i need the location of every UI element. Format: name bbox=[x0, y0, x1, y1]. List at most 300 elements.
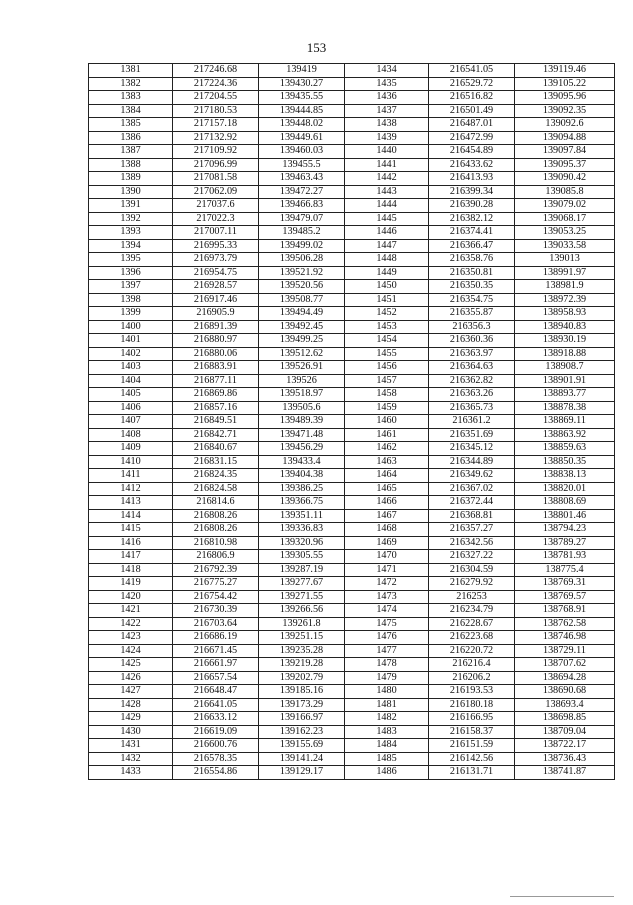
right-point-number-cell: 1475 bbox=[345, 617, 429, 631]
right-y-coordinate-cell: 138781.93 bbox=[515, 550, 615, 564]
left-x-coordinate-cell: 216928.57 bbox=[173, 280, 259, 294]
left-x-coordinate-cell: 216619.09 bbox=[173, 725, 259, 739]
coordinates-table bbox=[88, 63, 615, 780]
left-x-coordinate-cell: 217037.6 bbox=[173, 199, 259, 213]
right-x-coordinate-cell: 216351.69 bbox=[429, 428, 515, 442]
table-row bbox=[89, 644, 615, 658]
left-x-coordinate-cell: 216808.26 bbox=[173, 509, 259, 523]
right-point-number-cell: 1453 bbox=[345, 320, 429, 334]
right-y-coordinate-cell: 138746.98 bbox=[515, 631, 615, 645]
left-y-coordinate-cell: 139202.79 bbox=[259, 671, 345, 685]
left-y-coordinate-cell: 139508.77 bbox=[259, 293, 345, 307]
table-row bbox=[89, 388, 615, 402]
right-point-number-cell: 1479 bbox=[345, 671, 429, 685]
right-x-coordinate-cell: 216413.93 bbox=[429, 172, 515, 186]
left-y-coordinate-cell: 139235.28 bbox=[259, 644, 345, 658]
table-row bbox=[89, 239, 615, 253]
right-point-number-cell: 1474 bbox=[345, 604, 429, 618]
right-y-coordinate-cell: 138801.46 bbox=[515, 509, 615, 523]
table-row bbox=[89, 577, 615, 591]
left-point-number-cell: 1417 bbox=[89, 550, 173, 564]
right-point-number-cell: 1438 bbox=[345, 118, 429, 132]
left-x-coordinate-cell: 216842.71 bbox=[173, 428, 259, 442]
right-point-number-cell: 1459 bbox=[345, 401, 429, 415]
right-x-coordinate-cell: 216374.41 bbox=[429, 226, 515, 240]
table-row bbox=[89, 523, 615, 537]
right-y-coordinate-cell: 138762.58 bbox=[515, 617, 615, 631]
right-y-coordinate-cell: 138901.91 bbox=[515, 374, 615, 388]
left-x-coordinate-cell: 216973.79 bbox=[173, 253, 259, 267]
table-row bbox=[89, 496, 615, 510]
left-point-number-cell: 1383 bbox=[89, 91, 173, 105]
right-y-coordinate-cell: 138775.4 bbox=[515, 563, 615, 577]
left-point-number-cell: 1419 bbox=[89, 577, 173, 591]
right-point-number-cell: 1437 bbox=[345, 104, 429, 118]
left-y-coordinate-cell: 139521.92 bbox=[259, 266, 345, 280]
table-row bbox=[89, 739, 615, 753]
right-y-coordinate-cell: 138794.23 bbox=[515, 523, 615, 537]
left-point-number-cell: 1408 bbox=[89, 428, 173, 442]
left-y-coordinate-cell: 139271.55 bbox=[259, 590, 345, 604]
right-point-number-cell: 1441 bbox=[345, 158, 429, 172]
table-row bbox=[89, 199, 615, 213]
left-x-coordinate-cell: 216792.39 bbox=[173, 563, 259, 577]
table-row bbox=[89, 307, 615, 321]
left-point-number-cell: 1385 bbox=[89, 118, 173, 132]
right-y-coordinate-cell: 138859.63 bbox=[515, 442, 615, 456]
right-y-coordinate-cell: 138940.83 bbox=[515, 320, 615, 334]
right-y-coordinate-cell: 138709.04 bbox=[515, 725, 615, 739]
right-point-number-cell: 1472 bbox=[345, 577, 429, 591]
right-point-number-cell: 1485 bbox=[345, 752, 429, 766]
table-row bbox=[89, 118, 615, 132]
left-point-number-cell: 1410 bbox=[89, 455, 173, 469]
left-point-number-cell: 1392 bbox=[89, 212, 173, 226]
right-x-coordinate-cell: 216356.3 bbox=[429, 320, 515, 334]
right-y-coordinate-cell: 138741.87 bbox=[515, 766, 615, 780]
right-x-coordinate-cell: 216220.72 bbox=[429, 644, 515, 658]
right-point-number-cell: 1454 bbox=[345, 334, 429, 348]
table-row bbox=[89, 550, 615, 564]
right-x-coordinate-cell: 216358.76 bbox=[429, 253, 515, 267]
left-y-coordinate-cell: 139499.02 bbox=[259, 239, 345, 253]
left-point-number-cell: 1394 bbox=[89, 239, 173, 253]
table-row bbox=[89, 280, 615, 294]
table-row bbox=[89, 293, 615, 307]
right-y-coordinate-cell: 138958.93 bbox=[515, 307, 615, 321]
right-x-coordinate-cell: 216350.35 bbox=[429, 280, 515, 294]
left-y-coordinate-cell: 139351.11 bbox=[259, 509, 345, 523]
table-row bbox=[89, 158, 615, 172]
table-row bbox=[89, 604, 615, 618]
right-point-number-cell: 1440 bbox=[345, 145, 429, 159]
right-y-coordinate-cell: 139092.35 bbox=[515, 104, 615, 118]
left-y-coordinate-cell: 139320.96 bbox=[259, 536, 345, 550]
right-y-coordinate-cell: 139068.17 bbox=[515, 212, 615, 226]
left-y-coordinate-cell: 139166.97 bbox=[259, 712, 345, 726]
left-y-coordinate-cell: 139466.83 bbox=[259, 199, 345, 213]
right-point-number-cell: 1448 bbox=[345, 253, 429, 267]
right-x-coordinate-cell: 216487.01 bbox=[429, 118, 515, 132]
left-x-coordinate-cell: 217204.55 bbox=[173, 91, 259, 105]
table-row bbox=[89, 685, 615, 699]
right-point-number-cell: 1469 bbox=[345, 536, 429, 550]
left-point-number-cell: 1424 bbox=[89, 644, 173, 658]
left-x-coordinate-cell: 217246.68 bbox=[173, 64, 259, 78]
left-y-coordinate-cell: 139520.56 bbox=[259, 280, 345, 294]
right-x-coordinate-cell: 216327.22 bbox=[429, 550, 515, 564]
right-point-number-cell: 1464 bbox=[345, 469, 429, 483]
left-point-number-cell: 1415 bbox=[89, 523, 173, 537]
right-x-coordinate-cell: 216529.72 bbox=[429, 77, 515, 91]
left-y-coordinate-cell: 139386.25 bbox=[259, 482, 345, 496]
right-y-coordinate-cell: 138930.19 bbox=[515, 334, 615, 348]
right-y-coordinate-cell: 138693.4 bbox=[515, 698, 615, 712]
page-number: 153 bbox=[306, 40, 327, 55]
table-row bbox=[89, 91, 615, 105]
left-x-coordinate-cell: 216754.42 bbox=[173, 590, 259, 604]
left-x-coordinate-cell: 216880.97 bbox=[173, 334, 259, 348]
right-y-coordinate-cell: 139105.22 bbox=[515, 77, 615, 91]
right-x-coordinate-cell: 216206.2 bbox=[429, 671, 515, 685]
right-x-coordinate-cell: 216216.4 bbox=[429, 658, 515, 672]
right-x-coordinate-cell: 216364.63 bbox=[429, 361, 515, 375]
left-y-coordinate-cell: 139305.55 bbox=[259, 550, 345, 564]
right-x-coordinate-cell: 216180.18 bbox=[429, 698, 515, 712]
left-x-coordinate-cell: 216883.91 bbox=[173, 361, 259, 375]
left-x-coordinate-cell: 216554.86 bbox=[173, 766, 259, 780]
left-x-coordinate-cell: 216808.26 bbox=[173, 523, 259, 537]
table-row bbox=[89, 617, 615, 631]
right-x-coordinate-cell: 216390.28 bbox=[429, 199, 515, 213]
right-x-coordinate-cell: 216355.87 bbox=[429, 307, 515, 321]
left-point-number-cell: 1381 bbox=[89, 64, 173, 78]
left-point-number-cell: 1409 bbox=[89, 442, 173, 456]
table-row bbox=[89, 658, 615, 672]
right-point-number-cell: 1456 bbox=[345, 361, 429, 375]
right-x-coordinate-cell: 216193.53 bbox=[429, 685, 515, 699]
left-x-coordinate-cell: 216869.86 bbox=[173, 388, 259, 402]
left-point-number-cell: 1420 bbox=[89, 590, 173, 604]
table-row bbox=[89, 253, 615, 267]
right-x-coordinate-cell: 216131.71 bbox=[429, 766, 515, 780]
table-row bbox=[89, 334, 615, 348]
left-y-coordinate-cell: 139430.27 bbox=[259, 77, 345, 91]
left-x-coordinate-cell: 216905.9 bbox=[173, 307, 259, 321]
right-point-number-cell: 1455 bbox=[345, 347, 429, 361]
left-y-coordinate-cell: 139492.45 bbox=[259, 320, 345, 334]
table-row bbox=[89, 482, 615, 496]
left-x-coordinate-cell: 216633.12 bbox=[173, 712, 259, 726]
left-point-number-cell: 1401 bbox=[89, 334, 173, 348]
table-row bbox=[89, 185, 615, 199]
right-point-number-cell: 1476 bbox=[345, 631, 429, 645]
left-x-coordinate-cell: 216814.6 bbox=[173, 496, 259, 510]
right-point-number-cell: 1444 bbox=[345, 199, 429, 213]
left-y-coordinate-cell: 139526 bbox=[259, 374, 345, 388]
right-y-coordinate-cell: 138972.39 bbox=[515, 293, 615, 307]
right-y-coordinate-cell: 139094.88 bbox=[515, 131, 615, 145]
left-point-number-cell: 1418 bbox=[89, 563, 173, 577]
left-y-coordinate-cell: 139251.15 bbox=[259, 631, 345, 645]
right-x-coordinate-cell: 216454.89 bbox=[429, 145, 515, 159]
left-point-number-cell: 1433 bbox=[89, 766, 173, 780]
table-row bbox=[89, 455, 615, 469]
right-x-coordinate-cell: 216223.68 bbox=[429, 631, 515, 645]
left-y-coordinate-cell: 139336.83 bbox=[259, 523, 345, 537]
right-x-coordinate-cell: 216151.59 bbox=[429, 739, 515, 753]
left-x-coordinate-cell: 216686.19 bbox=[173, 631, 259, 645]
left-x-coordinate-cell: 217109.92 bbox=[173, 145, 259, 159]
left-point-number-cell: 1411 bbox=[89, 469, 173, 483]
left-y-coordinate-cell: 139287.19 bbox=[259, 563, 345, 577]
table-row bbox=[89, 631, 615, 645]
left-point-number-cell: 1432 bbox=[89, 752, 173, 766]
left-point-number-cell: 1426 bbox=[89, 671, 173, 685]
left-point-number-cell: 1384 bbox=[89, 104, 173, 118]
right-y-coordinate-cell: 139090.42 bbox=[515, 172, 615, 186]
table-row bbox=[89, 145, 615, 159]
right-x-coordinate-cell: 216142.56 bbox=[429, 752, 515, 766]
left-y-coordinate-cell: 139518.97 bbox=[259, 388, 345, 402]
left-point-number-cell: 1398 bbox=[89, 293, 173, 307]
left-y-coordinate-cell: 139141.24 bbox=[259, 752, 345, 766]
right-y-coordinate-cell: 138918.88 bbox=[515, 347, 615, 361]
table-row bbox=[89, 266, 615, 280]
left-x-coordinate-cell: 217224.36 bbox=[173, 77, 259, 91]
right-x-coordinate-cell: 216362.82 bbox=[429, 374, 515, 388]
right-y-coordinate-cell: 139095.96 bbox=[515, 91, 615, 105]
left-x-coordinate-cell: 217157.18 bbox=[173, 118, 259, 132]
left-x-coordinate-cell: 217180.53 bbox=[173, 104, 259, 118]
left-y-coordinate-cell: 139449.61 bbox=[259, 131, 345, 145]
right-point-number-cell: 1435 bbox=[345, 77, 429, 91]
left-point-number-cell: 1430 bbox=[89, 725, 173, 739]
right-y-coordinate-cell: 139013 bbox=[515, 253, 615, 267]
left-point-number-cell: 1429 bbox=[89, 712, 173, 726]
left-point-number-cell: 1396 bbox=[89, 266, 173, 280]
left-x-coordinate-cell: 216824.58 bbox=[173, 482, 259, 496]
table-row bbox=[89, 725, 615, 739]
table-row bbox=[89, 64, 615, 78]
left-x-coordinate-cell: 216840.67 bbox=[173, 442, 259, 456]
left-y-coordinate-cell: 139489.39 bbox=[259, 415, 345, 429]
right-x-coordinate-cell: 216166.95 bbox=[429, 712, 515, 726]
left-y-coordinate-cell: 139512.62 bbox=[259, 347, 345, 361]
right-x-coordinate-cell: 216234.79 bbox=[429, 604, 515, 618]
left-x-coordinate-cell: 216995.33 bbox=[173, 239, 259, 253]
left-x-coordinate-cell: 217022.3 bbox=[173, 212, 259, 226]
right-x-coordinate-cell: 216279.92 bbox=[429, 577, 515, 591]
table-row bbox=[89, 361, 615, 375]
left-y-coordinate-cell: 139494.49 bbox=[259, 307, 345, 321]
left-y-coordinate-cell: 139485.2 bbox=[259, 226, 345, 240]
right-y-coordinate-cell: 138838.13 bbox=[515, 469, 615, 483]
right-x-coordinate-cell: 216228.67 bbox=[429, 617, 515, 631]
right-y-coordinate-cell: 138789.27 bbox=[515, 536, 615, 550]
right-x-coordinate-cell: 216365.73 bbox=[429, 401, 515, 415]
left-x-coordinate-cell: 217081.58 bbox=[173, 172, 259, 186]
left-point-number-cell: 1407 bbox=[89, 415, 173, 429]
left-x-coordinate-cell: 216578.35 bbox=[173, 752, 259, 766]
right-y-coordinate-cell: 138769.31 bbox=[515, 577, 615, 591]
right-point-number-cell: 1477 bbox=[345, 644, 429, 658]
left-point-number-cell: 1406 bbox=[89, 401, 173, 415]
left-point-number-cell: 1382 bbox=[89, 77, 173, 91]
right-point-number-cell: 1480 bbox=[345, 685, 429, 699]
table-row bbox=[89, 104, 615, 118]
table-row bbox=[89, 428, 615, 442]
left-x-coordinate-cell: 216730.39 bbox=[173, 604, 259, 618]
right-x-coordinate-cell: 216363.26 bbox=[429, 388, 515, 402]
left-point-number-cell: 1404 bbox=[89, 374, 173, 388]
table-row bbox=[89, 212, 615, 226]
right-y-coordinate-cell: 139095.37 bbox=[515, 158, 615, 172]
left-point-number-cell: 1387 bbox=[89, 145, 173, 159]
left-x-coordinate-cell: 216806.9 bbox=[173, 550, 259, 564]
left-y-coordinate-cell: 139448.02 bbox=[259, 118, 345, 132]
left-x-coordinate-cell: 216824.35 bbox=[173, 469, 259, 483]
right-point-number-cell: 1439 bbox=[345, 131, 429, 145]
right-y-coordinate-cell: 138981.9 bbox=[515, 280, 615, 294]
left-x-coordinate-cell: 216877.11 bbox=[173, 374, 259, 388]
left-point-number-cell: 1428 bbox=[89, 698, 173, 712]
right-y-coordinate-cell: 138893.77 bbox=[515, 388, 615, 402]
right-y-coordinate-cell: 138869.11 bbox=[515, 415, 615, 429]
left-y-coordinate-cell: 139155.69 bbox=[259, 739, 345, 753]
left-point-number-cell: 1416 bbox=[89, 536, 173, 550]
left-point-number-cell: 1427 bbox=[89, 685, 173, 699]
left-point-number-cell: 1412 bbox=[89, 482, 173, 496]
right-x-coordinate-cell: 216363.97 bbox=[429, 347, 515, 361]
right-y-coordinate-cell: 139097.84 bbox=[515, 145, 615, 159]
right-point-number-cell: 1446 bbox=[345, 226, 429, 240]
right-x-coordinate-cell: 216344.89 bbox=[429, 455, 515, 469]
left-point-number-cell: 1423 bbox=[89, 631, 173, 645]
left-point-number-cell: 1431 bbox=[89, 739, 173, 753]
left-x-coordinate-cell: 216671.45 bbox=[173, 644, 259, 658]
right-point-number-cell: 1457 bbox=[345, 374, 429, 388]
right-y-coordinate-cell: 138808.69 bbox=[515, 496, 615, 510]
table-row bbox=[89, 347, 615, 361]
right-point-number-cell: 1445 bbox=[345, 212, 429, 226]
left-y-coordinate-cell: 139472.27 bbox=[259, 185, 345, 199]
right-x-coordinate-cell: 216372.44 bbox=[429, 496, 515, 510]
right-x-coordinate-cell: 216345.12 bbox=[429, 442, 515, 456]
left-y-coordinate-cell: 139435.55 bbox=[259, 91, 345, 105]
right-x-coordinate-cell: 216472.99 bbox=[429, 131, 515, 145]
right-x-coordinate-cell: 216357.27 bbox=[429, 523, 515, 537]
footer-divider bbox=[510, 896, 614, 897]
right-y-coordinate-cell: 138991.97 bbox=[515, 266, 615, 280]
left-y-coordinate-cell: 139261.8 bbox=[259, 617, 345, 631]
right-y-coordinate-cell: 139119.46 bbox=[515, 64, 615, 78]
table-row bbox=[89, 226, 615, 240]
left-point-number-cell: 1395 bbox=[89, 253, 173, 267]
left-point-number-cell: 1391 bbox=[89, 199, 173, 213]
right-y-coordinate-cell: 138850.35 bbox=[515, 455, 615, 469]
table-row bbox=[89, 415, 615, 429]
right-x-coordinate-cell: 216350.81 bbox=[429, 266, 515, 280]
table-row bbox=[89, 698, 615, 712]
right-y-coordinate-cell: 138707.62 bbox=[515, 658, 615, 672]
right-point-number-cell: 1467 bbox=[345, 509, 429, 523]
left-x-coordinate-cell: 217132.92 bbox=[173, 131, 259, 145]
left-x-coordinate-cell: 216831.15 bbox=[173, 455, 259, 469]
table-row bbox=[89, 563, 615, 577]
left-y-coordinate-cell: 139456.29 bbox=[259, 442, 345, 456]
right-point-number-cell: 1483 bbox=[345, 725, 429, 739]
left-x-coordinate-cell: 216600.76 bbox=[173, 739, 259, 753]
left-point-number-cell: 1403 bbox=[89, 361, 173, 375]
right-point-number-cell: 1443 bbox=[345, 185, 429, 199]
left-point-number-cell: 1389 bbox=[89, 172, 173, 186]
left-point-number-cell: 1421 bbox=[89, 604, 173, 618]
right-y-coordinate-cell: 138878.38 bbox=[515, 401, 615, 415]
right-point-number-cell: 1482 bbox=[345, 712, 429, 726]
left-y-coordinate-cell: 139471.48 bbox=[259, 428, 345, 442]
table-row bbox=[89, 766, 615, 780]
left-x-coordinate-cell: 217062.09 bbox=[173, 185, 259, 199]
left-y-coordinate-cell: 139506.28 bbox=[259, 253, 345, 267]
left-point-number-cell: 1397 bbox=[89, 280, 173, 294]
right-x-coordinate-cell: 216399.34 bbox=[429, 185, 515, 199]
left-x-coordinate-cell: 216661.97 bbox=[173, 658, 259, 672]
table-row bbox=[89, 590, 615, 604]
right-x-coordinate-cell: 216304.59 bbox=[429, 563, 515, 577]
right-x-coordinate-cell: 216354.75 bbox=[429, 293, 515, 307]
coordinates-table-body bbox=[89, 64, 615, 780]
left-point-number-cell: 1414 bbox=[89, 509, 173, 523]
table-row bbox=[89, 172, 615, 186]
right-y-coordinate-cell: 138820.01 bbox=[515, 482, 615, 496]
right-y-coordinate-cell: 138908.7 bbox=[515, 361, 615, 375]
right-point-number-cell: 1481 bbox=[345, 698, 429, 712]
table-row bbox=[89, 442, 615, 456]
table-row bbox=[89, 536, 615, 550]
left-point-number-cell: 1422 bbox=[89, 617, 173, 631]
left-x-coordinate-cell: 216849.51 bbox=[173, 415, 259, 429]
right-point-number-cell: 1452 bbox=[345, 307, 429, 321]
left-y-coordinate-cell: 139277.67 bbox=[259, 577, 345, 591]
left-x-coordinate-cell: 216641.05 bbox=[173, 698, 259, 712]
right-y-coordinate-cell: 139085.8 bbox=[515, 185, 615, 199]
right-y-coordinate-cell: 138722.17 bbox=[515, 739, 615, 753]
left-x-coordinate-cell: 217096.99 bbox=[173, 158, 259, 172]
left-point-number-cell: 1386 bbox=[89, 131, 173, 145]
left-x-coordinate-cell: 216775.27 bbox=[173, 577, 259, 591]
right-y-coordinate-cell: 138863.92 bbox=[515, 428, 615, 442]
left-point-number-cell: 1390 bbox=[89, 185, 173, 199]
right-y-coordinate-cell: 139079.02 bbox=[515, 199, 615, 213]
right-x-coordinate-cell: 216342.56 bbox=[429, 536, 515, 550]
right-point-number-cell: 1458 bbox=[345, 388, 429, 402]
right-point-number-cell: 1436 bbox=[345, 91, 429, 105]
left-y-coordinate-cell: 139129.17 bbox=[259, 766, 345, 780]
left-y-coordinate-cell: 139479.07 bbox=[259, 212, 345, 226]
right-point-number-cell: 1470 bbox=[345, 550, 429, 564]
left-x-coordinate-cell: 216891.39 bbox=[173, 320, 259, 334]
right-y-coordinate-cell: 138690.68 bbox=[515, 685, 615, 699]
table-row bbox=[89, 712, 615, 726]
table-row bbox=[89, 469, 615, 483]
table-row bbox=[89, 401, 615, 415]
left-y-coordinate-cell: 139366.75 bbox=[259, 496, 345, 510]
left-x-coordinate-cell: 216954.75 bbox=[173, 266, 259, 280]
right-point-number-cell: 1473 bbox=[345, 590, 429, 604]
table-row bbox=[89, 131, 615, 145]
right-x-coordinate-cell: 216367.02 bbox=[429, 482, 515, 496]
